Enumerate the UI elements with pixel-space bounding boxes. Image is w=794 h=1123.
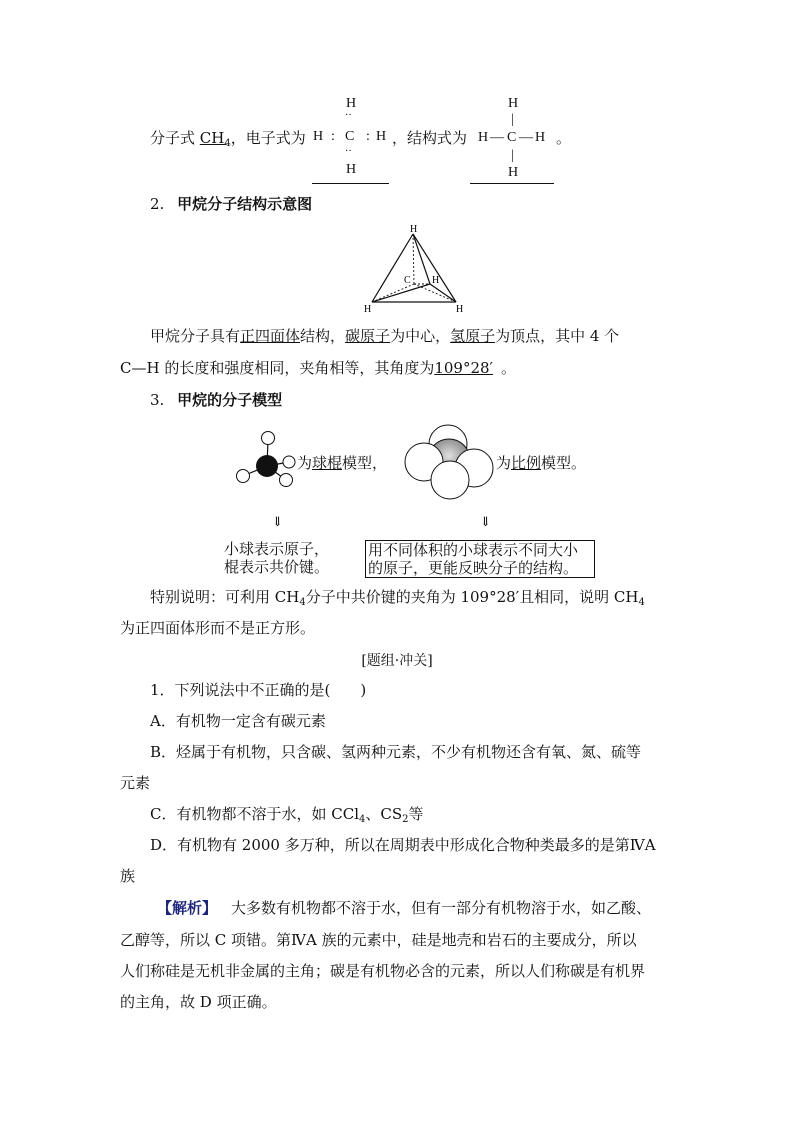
- ball-stick-label: 为球棍模型，: [297, 454, 388, 472]
- ed-right-colon: :: [366, 129, 370, 144]
- ed-bottom-h: H: [346, 162, 357, 177]
- space-filling-arrow: ⇓: [480, 515, 491, 530]
- option-c: C．有机物都不溶于水，如 CCl$_4$、$CS_2$等: [150, 805, 424, 825]
- molecular-formula: $CH_4$: [199, 129, 231, 149]
- ed-bottom-dots: ··: [345, 146, 352, 157]
- ed-left-h: H: [313, 129, 324, 144]
- ball-stick-arrow: ⇓: [272, 515, 283, 530]
- tetra-left-h: H: [364, 304, 372, 315]
- section-3-number: 3.: [150, 391, 165, 409]
- option-b-line-2: 元素: [120, 774, 151, 792]
- sf-bottom-h: H: [508, 165, 519, 180]
- answer-space-filling: 比例: [511, 454, 542, 472]
- sf-center-c: C: [507, 130, 517, 145]
- tetra-center-c: C: [404, 275, 411, 286]
- sf-right-bond: —: [519, 130, 533, 145]
- question-stem: 1．下列说法中不正确的是( ): [150, 681, 367, 699]
- analysis-tag: 【解析】: [157, 899, 218, 917]
- space-filling-description: 用不同体积的小球表示不同大小 的原子，更能反映分子的结构。: [365, 540, 595, 578]
- structure-paragraph-line-1: 甲烷分子具有正四面体结构，碳原子为中心，氢原子为顶点，其中 4 个: [150, 327, 620, 345]
- analysis-line-4: 的主角，故 D 项正确。: [120, 993, 277, 1011]
- structural-underline: [470, 183, 554, 184]
- sf-top-bond: |: [511, 112, 514, 127]
- formula-line: [150, 128, 306, 148]
- sf-right-h: H: [535, 130, 546, 145]
- section-2-heading: [150, 194, 312, 214]
- option-d-line-1: D．有机物有 2000 多万种，所以在周期表中形成化合物种类最多的是第ⅣA: [150, 836, 656, 854]
- space-filling-model: [402, 424, 498, 500]
- ed-left-colon: :: [331, 129, 335, 144]
- option-a: A．有机物一定含有碳元素: [150, 712, 326, 730]
- ed-top-h: H: [346, 96, 357, 111]
- structural-label-line: [392, 128, 467, 148]
- tetra-right-h: H: [456, 304, 464, 315]
- ed-right-h: H: [376, 129, 387, 144]
- answer-hydrogen-atom: 氢原子: [450, 327, 496, 345]
- methane-tetrahedron-diagram: [362, 222, 466, 316]
- ball-stick-description: 小球表示原子， 棍表示共价键。: [224, 540, 330, 576]
- option-d-line-2: 族: [120, 867, 136, 885]
- sf-bottom-bond: |: [511, 148, 514, 163]
- analysis-line-3: 人们称硅是无机非金属的主角；碳是有机物必含的元素，所以人们称碳是有机界: [120, 962, 646, 980]
- structural-label: ，结构式为: [392, 129, 468, 147]
- analysis-line-1: 【解析】 大多数有机物都不溶于水，但有一部分有机物溶于水，如乙酸、: [157, 899, 652, 917]
- sf-top-h: H: [508, 96, 519, 111]
- section-3-heading: [150, 390, 282, 410]
- electron-dot-underline: [312, 183, 389, 184]
- section-2-title: 甲烷分子结构示意图: [177, 195, 313, 213]
- section-3-title: 甲烷的分子模型: [177, 391, 283, 409]
- note-line-1: 特别说明：可利用 $CH_4$分子中共价键的夹角为 109°28′且相同，说明 $CH_4$: [150, 588, 645, 608]
- answer-carbon-atom: 碳原子: [345, 327, 391, 345]
- ed-center-c: C: [345, 129, 355, 144]
- ed-top-dots: ··: [345, 110, 352, 121]
- tetra-center-h: H: [432, 275, 440, 286]
- note-line-2: 为正四面体形而不是正方形。: [120, 619, 316, 637]
- structure-paragraph-line-2: C—H 的长度和强度相同，夹角相等，其角度为109°28′ 。: [120, 359, 516, 377]
- answer-bond-angle: 109°28′: [434, 359, 493, 377]
- answer-ball-stick: 球棍: [312, 454, 343, 472]
- section-2-number: 2.: [150, 195, 165, 213]
- formula-end: 。: [556, 129, 572, 147]
- sf-left-bond: —: [490, 130, 504, 145]
- formula-prefix: 分子式: [150, 129, 196, 147]
- ball-and-stick-model: [234, 428, 296, 490]
- option-b-line-1: B．烃属于有机物，只含碳、氢两种元素，不少有机物还含有氧、氮、硫等: [150, 743, 642, 761]
- electronic-label: ，电子式为: [230, 129, 306, 147]
- analysis-line-2: 乙醇等，所以 C 项错。第ⅣA 族的元素中，硅是地壳和岩石的主要成分，所以: [120, 931, 637, 949]
- group-heading: [题组·冲关]: [361, 653, 433, 669]
- sf-left-h: H: [478, 130, 489, 145]
- tetra-top-h: H: [410, 224, 418, 235]
- answer-regular-tetrahedron: 正四面体: [240, 327, 301, 345]
- space-filling-label: 为比例模型。: [496, 454, 587, 472]
